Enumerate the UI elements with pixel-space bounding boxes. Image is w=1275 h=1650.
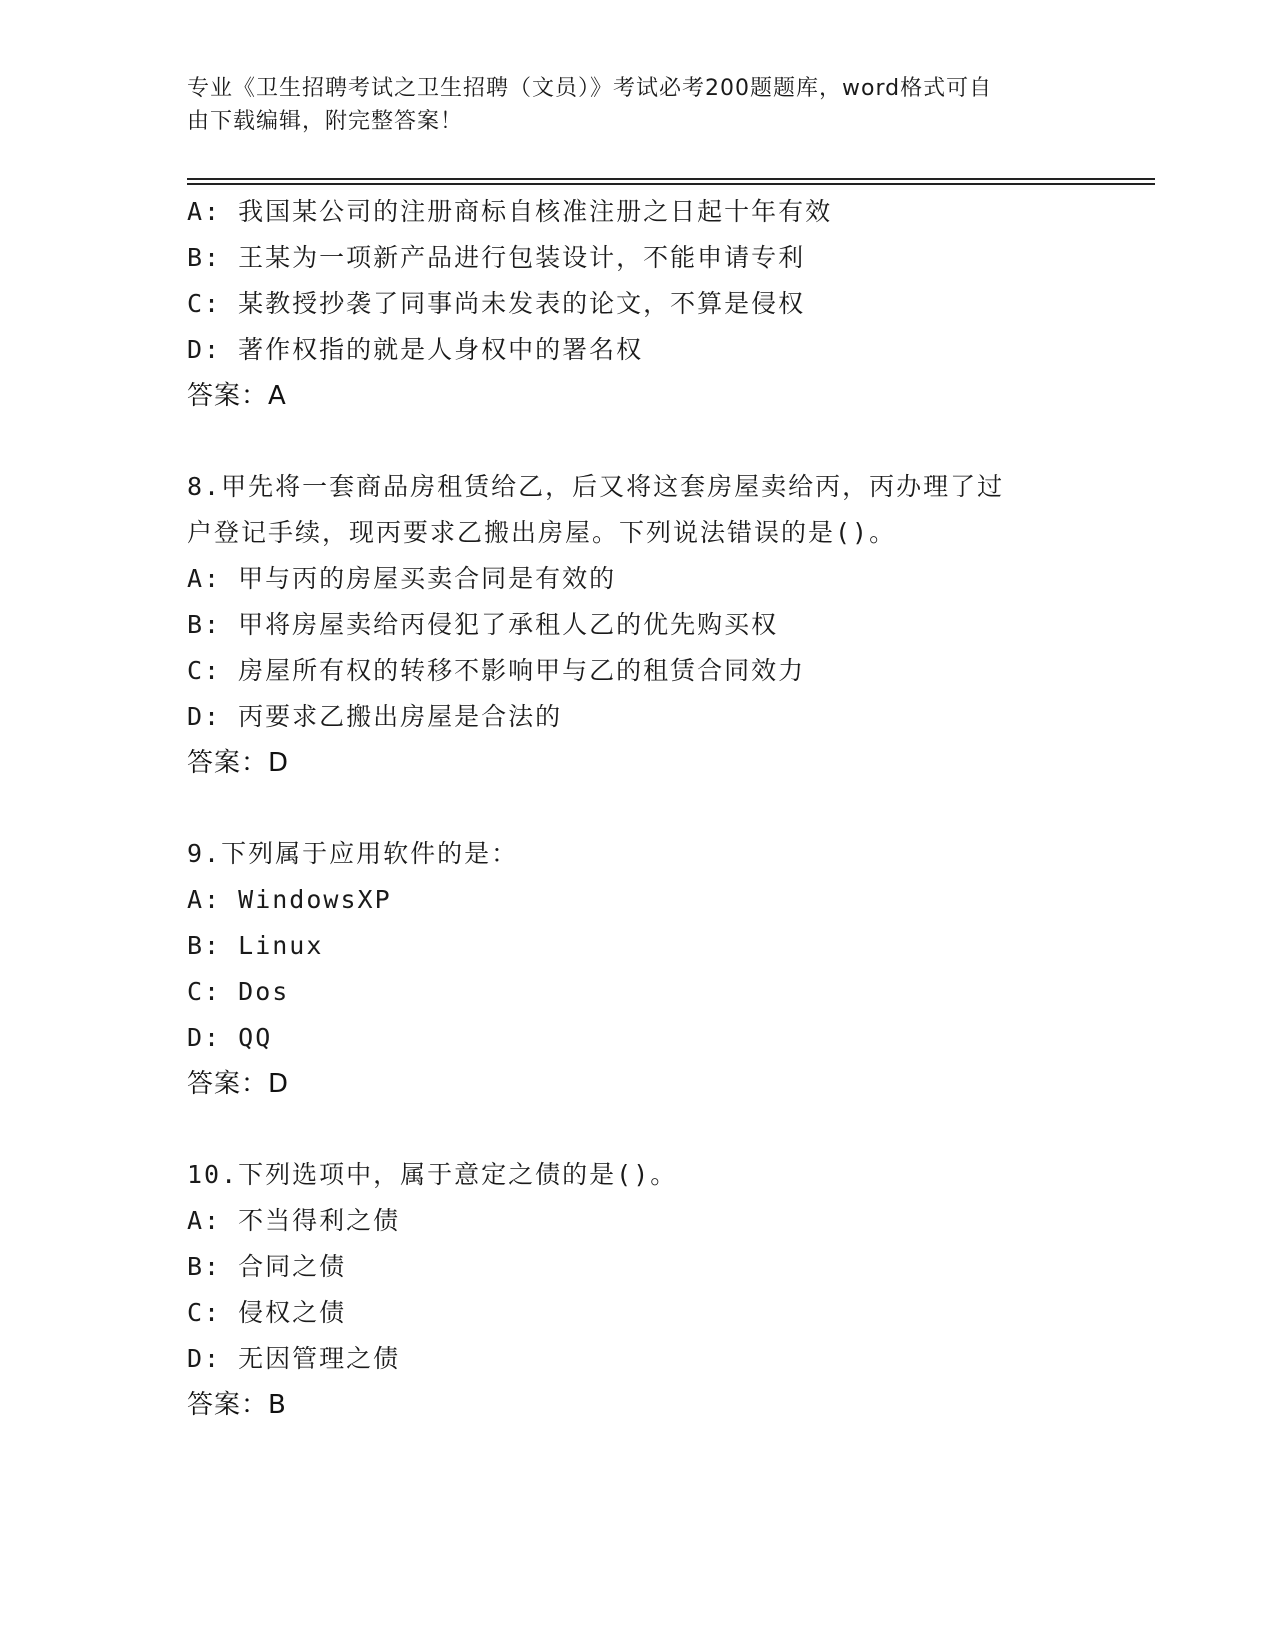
option-b: B: 合同之债 [187, 1252, 347, 1281]
option-c: C: Dos [187, 977, 290, 1006]
spacer [187, 1107, 1087, 1152]
option-d: D: QQ [187, 1023, 273, 1052]
question-8 [187, 464, 1087, 786]
question-stem-continued: 户登记手续，现丙要求乙搬出房屋。下列说法错误的是()。 [187, 518, 897, 547]
answer: 答案：D [187, 1069, 290, 1099]
option-d: D: 著作权指的就是人身权中的署名权 [187, 335, 644, 364]
answer: 答案：D [187, 748, 290, 778]
option-d: D: 无因管理之债 [187, 1344, 401, 1373]
question-stem: 9.下列属于应用软件的是： [187, 839, 519, 868]
option-a: A: 甲与丙的房屋买卖合同是有效的 [187, 564, 617, 593]
question-7 [187, 189, 1087, 419]
option-d: D: 丙要求乙搬出房屋是合法的 [187, 702, 563, 731]
header-divider-bottom [187, 183, 1155, 185]
question-stem: 10.下列选项中，属于意定之债的是()。 [187, 1160, 678, 1189]
option-c: C: 房屋所有权的转移不影响甲与乙的租赁合同效力 [187, 656, 806, 685]
document-header [187, 72, 1067, 138]
header-intro-line-2: 由下载编辑，附完整答案！ [187, 109, 464, 134]
question-9 [187, 831, 1087, 1107]
option-b: B: 甲将房屋卖给丙侵犯了承租人乙的优先购买权 [187, 610, 779, 639]
question-list [187, 189, 1087, 1428]
option-c: C: 侵权之债 [187, 1298, 347, 1327]
option-a: A: 我国某公司的注册商标自核准注册之日起十年有效 [187, 197, 833, 226]
option-c: C: 某教授抄袭了同事尚未发表的论文，不算是侵权 [187, 289, 806, 318]
option-b: B: Linux [187, 931, 324, 960]
spacer [187, 786, 1087, 831]
question-10 [187, 1152, 1087, 1428]
header-divider-top [187, 178, 1155, 180]
option-b: B: 王某为一项新产品进行包装设计，不能申请专利 [187, 243, 806, 272]
spacer [187, 419, 1087, 464]
answer: 答案：A [187, 381, 287, 411]
option-a: A: WindowsXP [187, 885, 392, 914]
header-intro-line-1: 专业《卫生招聘考试之卫生招聘（文员）》考试必考200题题库，word格式可自 [187, 76, 993, 101]
question-stem: 8.甲先将一套商品房租赁给乙，后又将这套房屋卖给丙，丙办理了过 [187, 472, 1005, 501]
option-a: A: 不当得利之债 [187, 1206, 401, 1235]
answer: 答案：B [187, 1390, 287, 1420]
